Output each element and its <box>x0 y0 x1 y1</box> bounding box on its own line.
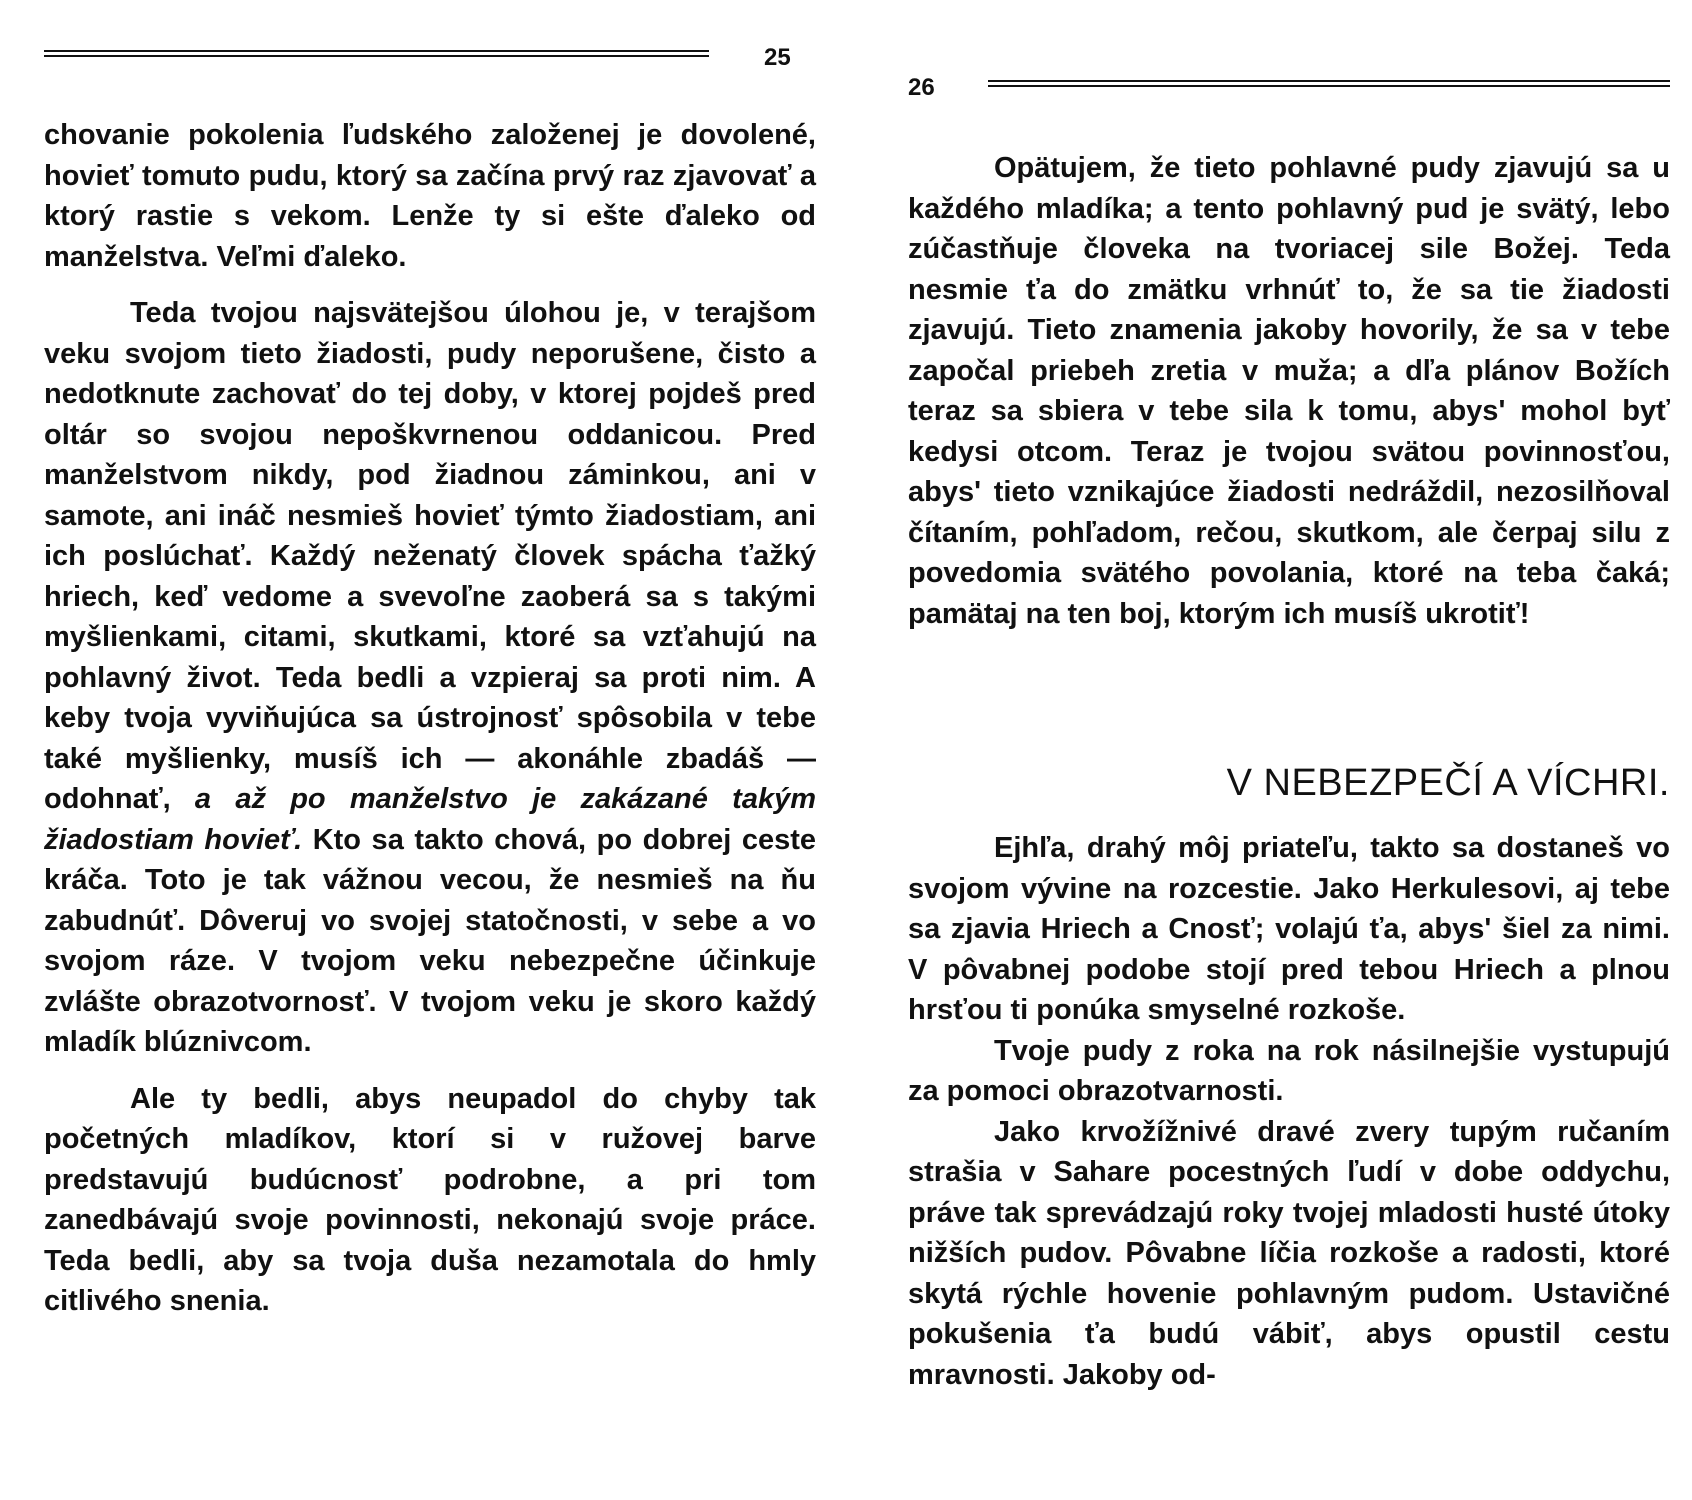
page-number: 26 <box>908 74 935 101</box>
left-body-text <box>44 115 816 1322</box>
italic-phrase: a až po manželstvo je zakázané takým žiadostiam hovieť. <box>44 783 816 856</box>
paragraph <box>44 293 816 1063</box>
right-body-text-bottom <box>908 828 1670 1395</box>
left-page <box>44 0 816 1500</box>
header-rule <box>988 80 1670 87</box>
right-body-text-top <box>908 148 1670 634</box>
paragraph: chovanie pokolenia ľudského založenej je dovolené, hovieť tomuto pudu, ktorý sa začína prvý raz zjavovať a ktorý rastie s vekom. Lenže ty si ešte ďaleko od manželstva. Veľmi ďaleko. <box>44 119 816 273</box>
page-number: 25 <box>764 44 791 71</box>
right-page <box>908 0 1670 1500</box>
paragraph-text: Kto sa takto chová, po dobrej ceste kráča. Toto je tak vážnou vecou, že nesmieš na ňu zabudnúť. Dôveruj vo svojej statočnosti, v sebe a vo svojom ráze. V tvojom veku nebezpečne účinkuje zvlášte obrazotvornosť. V tvojom veku je skoro každý mladík blúznivcom. <box>44 823 816 1058</box>
paragraph: Tvoje pudy z roka na rok násilnejšie vystupujú za pomoci obrazotvarnosti. <box>908 1034 1670 1107</box>
paragraph: Ale ty bedli, abys neupadol do chyby tak početných mladíkov, ktorí si v ružovej barve predstavujú budúcnosť podrobne, a pri tom zanedbávajú svoje povinnosti, nekonajú svoje práce. Teda bedli, aby sa tvoja duša nezamotala do hmly citlivého snenia. <box>44 1082 816 1317</box>
header-rule <box>44 50 709 57</box>
paragraph-text: Teda tvojou najsvätejšou úlohou je, v terajšom veku svojom tieto žiadosti, pudy neporušene, čisto a nedotknute zachovať do tej doby, v ktorej pojdeš pred oltár so svojou nepoškvrnenou oddanicou. Pred manželstvom nikdy, pod žiadnou záminkou, ani v samote, ani ináč nesmieš hovieť týmto žiadostiam, ani ich poslúchať. Každý neženatý človek spácha ťažký hriech, keď vedome a svevoľne zaoberá sa s takými myšlienkami, citami, skutkami, ktoré sa vzťahujú na pohlavný život. Teda bedli a vzpieraj sa proti nim. A keby tvoja vyviňujúca sa ústrojnosť spôsobila v tebe také myšlienky, musíš ich — akonáhle zbadáš — odohnať, <box>44 297 816 815</box>
paragraph: Opätujem, že tieto pohlavné pudy zjavujú sa u každého mladíka; a tento pohlavný pud je svätý, lebo zúčastňuje človeka na tvoriacej sile Božej. Teda nesmie ťa do zmätku vrhnúť to, že sa tie žiadosti zjavujú. Tieto znamenia jakoby hovorily, že sa v tebe započal priebeh zretia v muža; a dľa plánov Božích teraz sa sbiera v tebe sila k tomu, abys' mohol byť kedysi otcom. Teraz je tvojou svätou povinnosťou, abys' tieto vznikajúce žiadosti nedráždil, nezosilňoval čítaním, pohľadom, rečou, skutkom, ale čerpaj silu z povedomia svätého povolania, ktoré na teba čaká; pamätaj na ten boj, ktorým ich musíš ukrotiť! <box>908 152 1670 630</box>
paragraph: Ejhľa, drahý môj priateľu, takto sa dostaneš vo svojom vývine na rozcestie. Jako Herkulesovi, aj tebe sa zjavia Hriech a Cnosť; volajú ťa, abys' šiel za nimi. V pôvabnej podobe stojí pred tebou Hriech a plnou hrsťou ti ponúka smyselné rozkoše. <box>908 832 1670 1026</box>
section-heading: V NEBEZPEČÍ A VÍCHRI. <box>1226 762 1670 804</box>
paragraph: Jako krvožížnivé dravé zvery tupým ručaním strašia v Sahare pocestných ľudí v dobe oddychu, práve tak sprevádzajú roky tvojej mladosti husté útoky nižších pudov. Pôvabne líčia rozkoše a radosti, ktoré skytá rýchle hovenie pohlavným pudom. Ustavičné pokušenia ťa budú vábiť, abys opustil cestu mravnosti. Jakoby od- <box>908 1115 1670 1391</box>
